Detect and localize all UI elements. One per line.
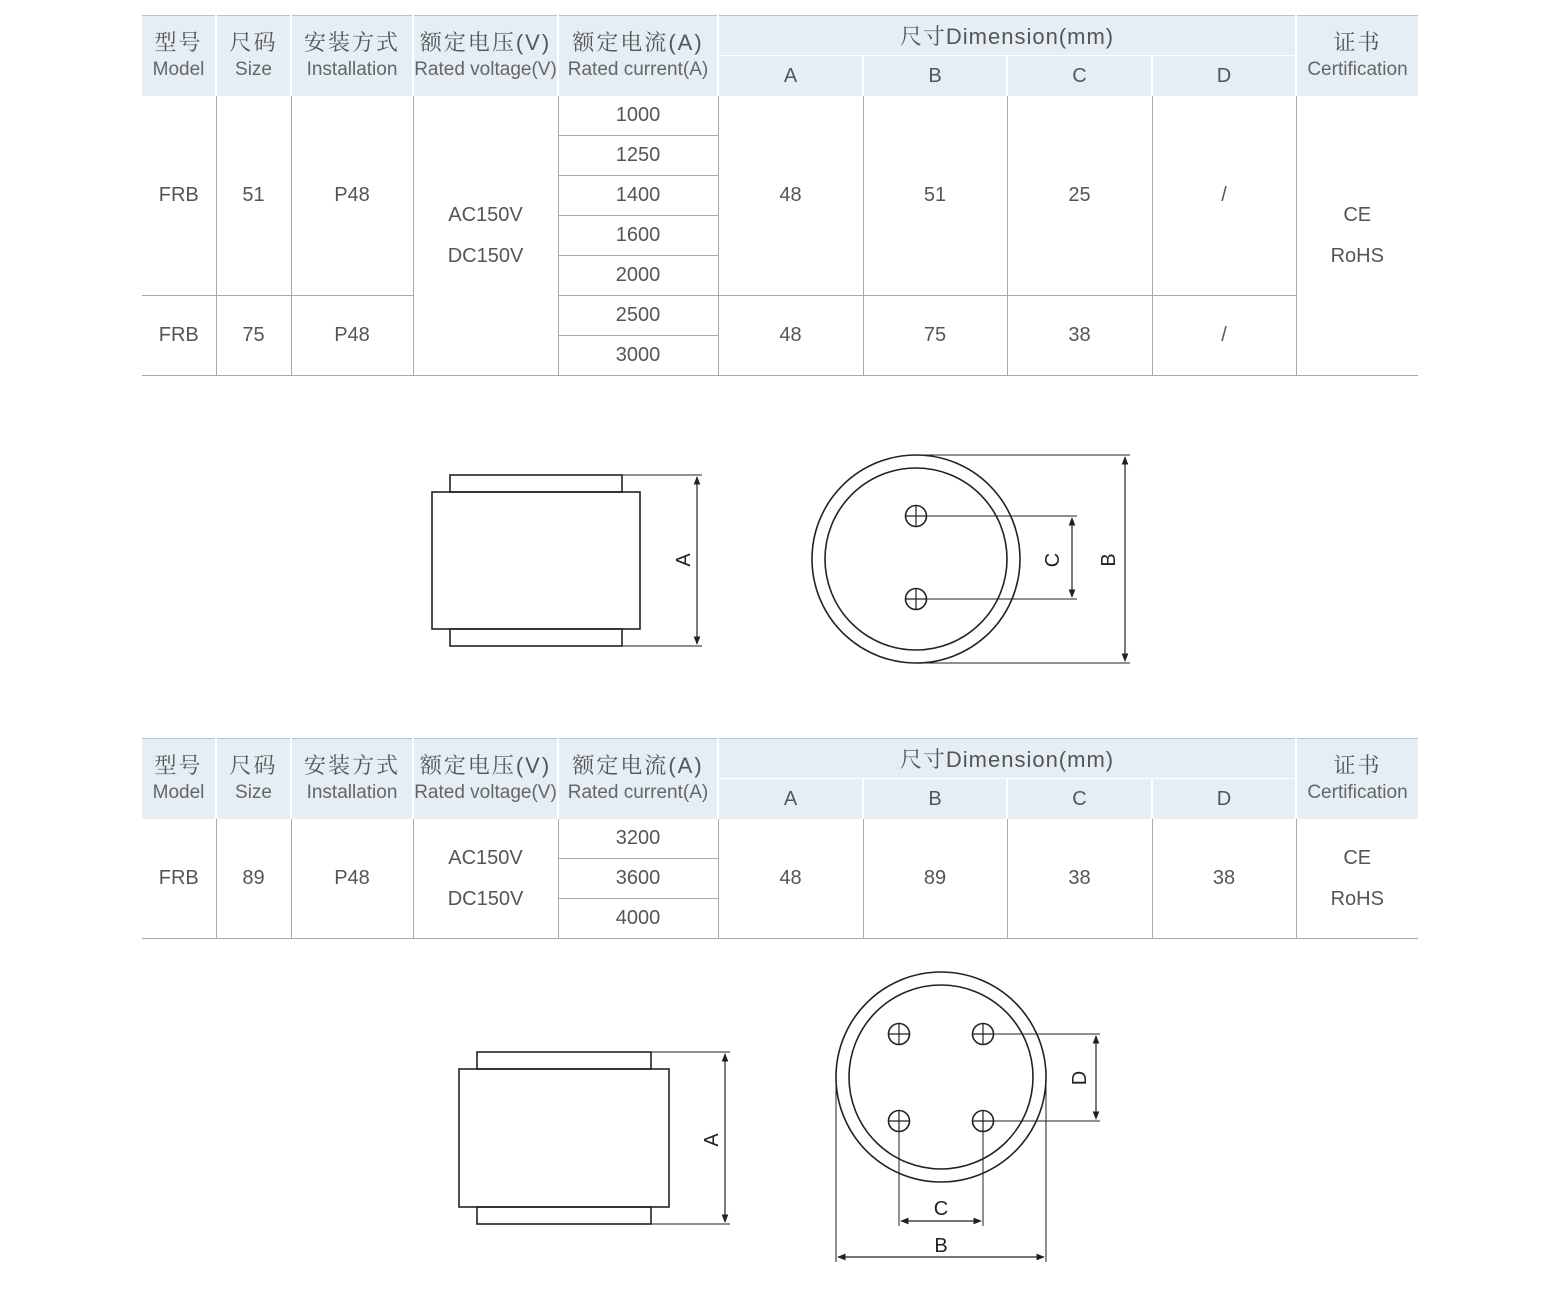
header-rated-voltage: 额定电压(V) Rated voltage(V): [413, 739, 558, 820]
cell-current: 1600: [558, 216, 718, 256]
dim-label-d: D: [1069, 1070, 1091, 1086]
inner-circle: [849, 985, 1033, 1169]
header-dim-b: B: [863, 56, 1007, 97]
header-dim-b: B: [863, 779, 1007, 820]
top-flange: [450, 475, 622, 492]
inner-circle: [825, 468, 1007, 650]
drawing-2-side-view: [459, 1052, 730, 1224]
cell-dim-d: /: [1152, 96, 1296, 296]
cell-size: 51: [216, 96, 291, 296]
body: [432, 492, 640, 629]
cell-current: 4000: [558, 899, 718, 939]
cell-current: 2500: [558, 296, 718, 336]
dim-label-c: C: [933, 1198, 949, 1220]
cell-dim-a: 48: [718, 819, 863, 939]
cert-rohs: RoHS: [1330, 887, 1384, 910]
cell-dim-c: 38: [1007, 296, 1152, 376]
body: [459, 1069, 669, 1207]
cell-dim-c: 25: [1007, 96, 1152, 296]
cell-dim-c: 38: [1007, 819, 1152, 939]
bottom-flange: [450, 629, 622, 646]
cell-dim-b: 89: [863, 819, 1007, 939]
outer-circle: [812, 455, 1020, 663]
header-rated-current: 额定电流(A) Rated current(A): [558, 739, 718, 820]
cell-current: 2000: [558, 256, 718, 296]
drawing-2-top-view: [836, 972, 1100, 1262]
cell-dim-b: 75: [863, 296, 1007, 376]
header-dim-c: C: [1007, 779, 1152, 820]
drawing-1-side-view: [432, 475, 702, 646]
header-dimension: 尺寸Dimension(mm): [718, 739, 1296, 779]
header-model: 型号 Model: [142, 16, 216, 97]
cell-size: 75: [216, 296, 291, 376]
outer-circle: [836, 972, 1046, 1182]
header-size: 尺码 Size: [216, 16, 291, 97]
header-dim-a: A: [718, 779, 863, 820]
spec-table-1: [142, 15, 1418, 376]
voltage-dc: DC150V: [447, 244, 524, 267]
cell-current: 3200: [558, 819, 718, 859]
cell-dim-d: 38: [1152, 819, 1296, 939]
cert-rohs: RoHS: [1330, 244, 1384, 267]
top-flange: [477, 1052, 651, 1069]
cell-rated-voltage: [413, 96, 558, 376]
cell-dim-a: 48: [718, 96, 863, 296]
header-installation: 安装方式 Installation: [291, 16, 413, 97]
header-dim-d: D: [1152, 779, 1296, 820]
cell-model: FRB: [142, 819, 216, 939]
terminal-hole: [973, 1111, 994, 1132]
cell-certification: [1296, 819, 1418, 939]
header-model: 型号 Model: [142, 739, 216, 820]
voltage-ac: AC150V: [448, 846, 523, 869]
header-rated-voltage: 额定电压(V) Rated voltage(V): [413, 16, 558, 97]
header-size: 尺码 Size: [216, 739, 291, 820]
cell-installation: P48: [291, 819, 413, 939]
cell-installation: P48: [291, 296, 413, 376]
dim-label-b: B: [934, 1235, 948, 1257]
cell-size: 89: [216, 819, 291, 939]
cell-model: FRB: [142, 296, 216, 376]
cell-installation: P48: [291, 96, 413, 296]
cell-current: 1000: [558, 96, 718, 136]
header-certification: 证书 Certification: [1296, 739, 1418, 820]
cell-current: 3000: [558, 336, 718, 376]
bottom-flange: [477, 1207, 651, 1224]
voltage-ac: AC150V: [448, 203, 523, 226]
cert-ce: CE: [1343, 203, 1372, 226]
terminal-hole: [889, 1111, 910, 1132]
cell-rated-voltage: [413, 819, 558, 939]
terminal-hole: [889, 1024, 910, 1045]
cell-dim-d: /: [1152, 296, 1296, 376]
header-installation: 安装方式 Installation: [291, 739, 413, 820]
spec-table-2: [142, 738, 1418, 939]
header-dimension: 尺寸Dimension(mm): [718, 16, 1296, 56]
cell-current: 1400: [558, 176, 718, 216]
dim-label-a: A: [701, 1133, 723, 1147]
cell-certification: [1296, 96, 1418, 376]
cell-model: FRB: [142, 96, 216, 296]
voltage-dc: DC150V: [447, 887, 524, 910]
cell-dim-a: 48: [718, 296, 863, 376]
dim-label-c: C: [1042, 552, 1064, 568]
header-dim-a: A: [718, 56, 863, 97]
drawing-1-top-view: [812, 455, 1130, 663]
dim-label-a: A: [673, 553, 695, 567]
cert-ce: CE: [1343, 846, 1372, 869]
header-certification: 证书 Certification: [1296, 16, 1418, 97]
terminal-hole: [973, 1024, 994, 1045]
cell-current: 3600: [558, 859, 718, 899]
header-rated-current: 额定电流(A) Rated current(A): [558, 16, 718, 97]
cell-current: 1250: [558, 136, 718, 176]
cell-dim-b: 51: [863, 96, 1007, 296]
dim-label-b: B: [1098, 553, 1120, 567]
header-dim-d: D: [1152, 56, 1296, 97]
terminal-hole: [906, 506, 927, 527]
terminal-hole: [906, 589, 927, 610]
header-dim-c: C: [1007, 56, 1152, 97]
